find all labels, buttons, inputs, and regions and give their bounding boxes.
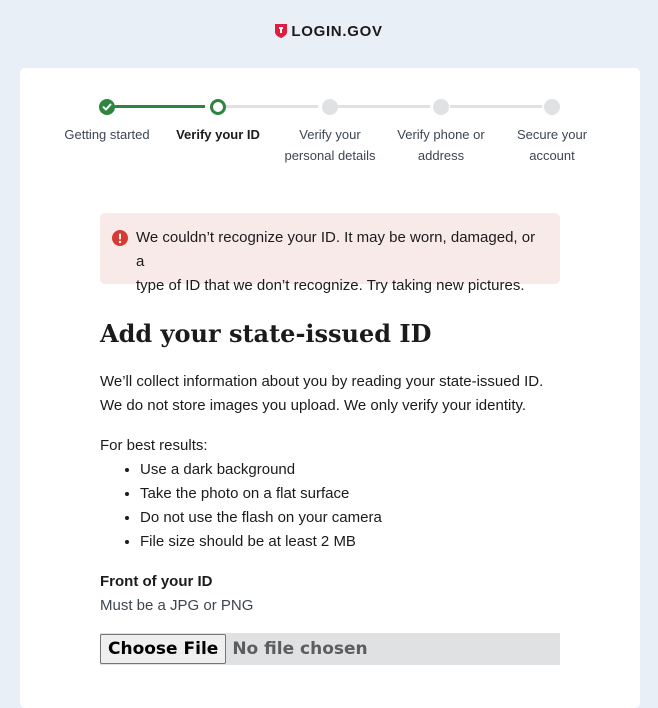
front-id-file-input[interactable] [100, 633, 560, 665]
list-item: • Use a dark background [140, 458, 382, 482]
page-title: Add your state-issued ID [100, 319, 432, 348]
step-connector [450, 105, 542, 108]
step-label-personal-details: Verify your personal details [284, 127, 376, 163]
step-connector [338, 105, 430, 108]
step-label-getting-started: Getting started [64, 127, 150, 142]
step-label-secure-account: Secure your account [516, 127, 588, 163]
step-incomplete-dot [322, 99, 338, 115]
step-label-phone-address: Verify phone or address [397, 127, 485, 163]
best-results-label: For best results: [100, 437, 208, 454]
checkmark-icon [102, 102, 112, 112]
step-connector [226, 105, 318, 108]
file-status-text: No file chosen [232, 639, 368, 659]
step-connector [115, 105, 205, 108]
list-item: • File size should be at least 2 MB [140, 530, 382, 554]
shield-icon [275, 24, 287, 38]
step-label-verify-id: Verify your ID [176, 127, 260, 142]
step-indicator [20, 68, 640, 188]
alert-message: We couldn’t recognize your ID. It may be worn, damaged, or a type of ID that we don’t recognize. Try taking new pictures. [136, 229, 536, 294]
error-alert [100, 213, 560, 294]
intro-text: We’ll collect information about you by reading your state-issued ID. We do not store images you upload. We only verify your identity. [100, 373, 544, 414]
error-circle-icon [112, 230, 128, 246]
step-incomplete-dot [433, 99, 449, 115]
list-item: • Do not use the flash on your camera [140, 506, 382, 530]
logo-text: LOGIN.GOV [291, 22, 383, 40]
choose-file-button[interactable]: Choose File [100, 634, 226, 664]
step-incomplete-dot [544, 99, 560, 115]
step-complete-dot [99, 99, 115, 115]
step-current-dot [210, 99, 226, 115]
main-card [20, 68, 640, 708]
login-gov-logo[interactable] [275, 23, 382, 40]
front-id-hint: Must be a JPG or PNG [100, 597, 254, 614]
site-header [0, 0, 658, 62]
list-item: • Take the photo on a flat surface [140, 482, 382, 506]
front-id-label: Front of your ID [100, 573, 213, 590]
tips-list [120, 458, 382, 554]
